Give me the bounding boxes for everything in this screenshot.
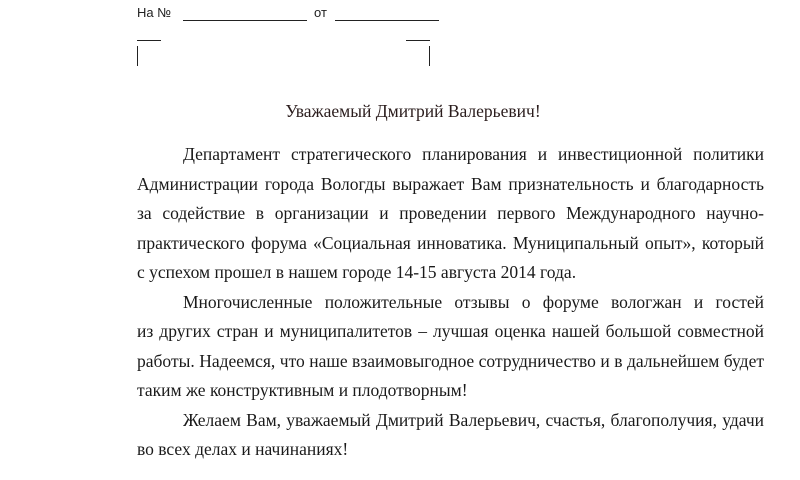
body-line: Департамент стратегического планирования и инвестиционной политики <box>183 144 764 164</box>
body-line: таким же конструктивным и плодотворным! <box>137 380 468 400</box>
body-line: практического форума «Социальная инноватика. Муниципальный опыт», который <box>137 232 764 253</box>
address-corner-right-side <box>429 46 430 66</box>
body-line: во всех делах и начинаниях! <box>137 439 349 459</box>
body-line: из других стран и муниципалитетов – лучшая оценка нашей большой совместной <box>137 321 764 341</box>
address-corner-right-top <box>406 40 430 41</box>
number-label: На № <box>137 5 172 20</box>
body-line: с успехом прошел в нашем городе 14-15 августа 2014 года. <box>137 262 577 282</box>
letter-body <box>137 140 764 465</box>
body-line: Желаем Вам, уважаемый Дмитрий Валерьевич, счастья, благополучия, удачи <box>183 409 764 430</box>
body-line: Администрации города Вологды выражает Вам признательность и благодарность <box>137 173 764 194</box>
body-line: работы. Надеемся, что наше взаимовыгодное сотрудничество и в дальнейшем будет <box>137 350 764 371</box>
date-field-line <box>335 20 439 21</box>
address-corner-left-top <box>137 40 161 41</box>
salutation: Уважаемый Дмитрий Валерьевич! <box>285 101 541 121</box>
body-line: Многочисленные положительные отзывы о форуме вологжан и гостей <box>183 291 764 312</box>
address-corner-left-side <box>137 46 138 66</box>
body-line: за содействие в организации и проведении первого Международного научно- <box>137 203 764 223</box>
number-field-line <box>183 20 307 21</box>
from-label: от <box>314 5 327 20</box>
